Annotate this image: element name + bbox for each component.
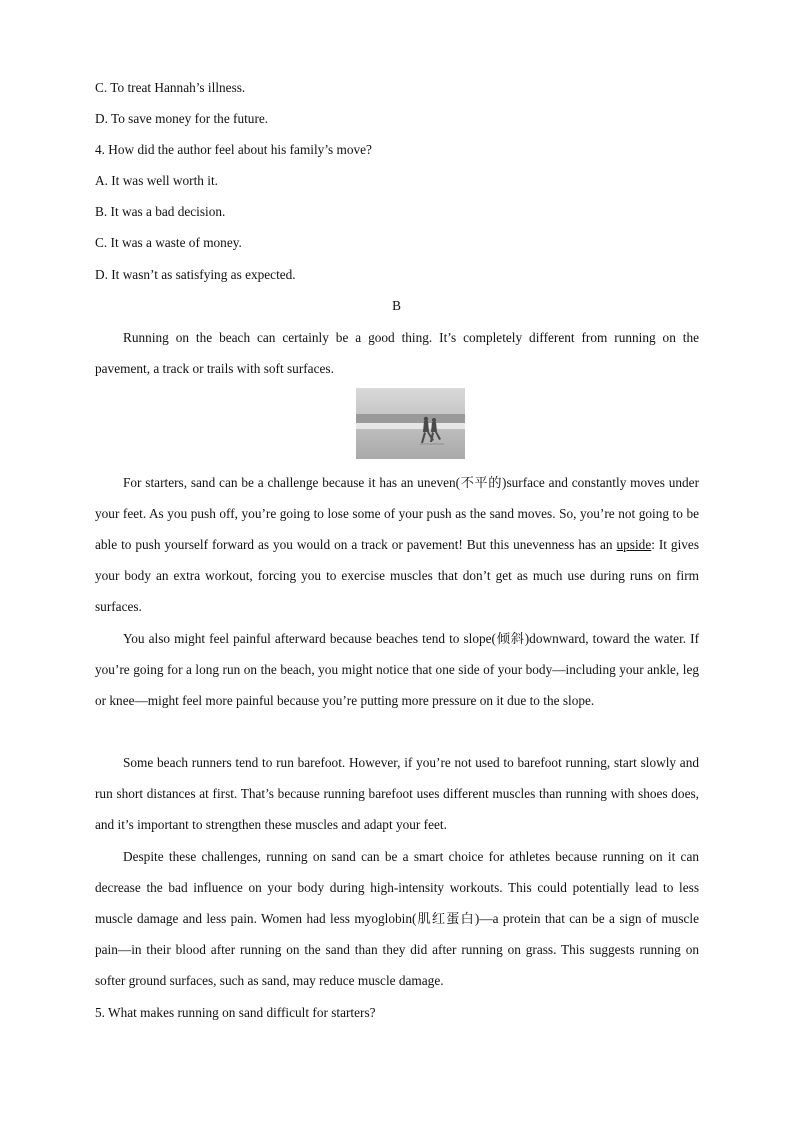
passage-paragraph: Some beach runners tend to run barefoot. However, if you’re not used to barefoot running, start slowly and run short distances at first. That’s because running barefoot uses different muscles than running with shoes does, and it’s important to strengthen these muscles and adapt your feet. (95, 755, 699, 833)
question-stem: 4. How did the author feel about his family’s move? (95, 142, 372, 157)
beach-runners-photo (356, 388, 465, 459)
option-line: C. To treat Hannah’s illness. (95, 80, 246, 95)
question-stem: 5. What makes running on sand difficult for starters? (95, 1005, 376, 1020)
option-line: B. It was a bad decision. (95, 204, 226, 219)
underlined-word: upside (616, 537, 652, 553)
option-line: D. To save money for the future. (95, 111, 269, 126)
option-line: A. It was well worth it. (95, 173, 218, 188)
passage-paragraph: Running on the beach can certainly be a good thing. It’s completely different from running on the pavement, a track or trails with soft surfaces. (95, 330, 699, 377)
passage-paragraph: You also might feel painful afterward because beaches tend to slope(倾斜)downward, toward the water. If you’re going for a long run on the beach, you might notice that one side of your body—including your ankle, leg or knee—might feel more painful because you’re putting more pressure on it due to the slope. (95, 631, 699, 709)
option-line: D. It wasn’t as satisfying as expected. (95, 267, 296, 282)
passage-paragraph: Despite these challenges, running on sand can be a smart choice for athletes because running on it can decrease the bad influence on your body during high-intensity workouts. This could potentially lead to less muscle damage and less pain. Women had less myoglobin(肌红蛋白)—a protein that can be a sign of muscle pain—in their blood after running on the sand than they did after running on grass. This suggests running on softer ground surfaces, such as sand, may reduce muscle damage. (95, 849, 699, 989)
option-line: C. It was a waste of money. (95, 235, 242, 250)
passage-paragraph: For starters, sand can be a challenge because it has an uneven(不平的)surface and constantly moves under your feet. As you push off, you’re going to lose some of your push as the sand moves. So, you’re not going to be able to push yourself forward as you would on a track or pavement! But this unevenness has an upside: It gives your body an extra workout, forcing you to exercise muscles that don’t get as much use during runs on firm surfaces. (95, 475, 699, 615)
section-label: B (392, 298, 401, 313)
